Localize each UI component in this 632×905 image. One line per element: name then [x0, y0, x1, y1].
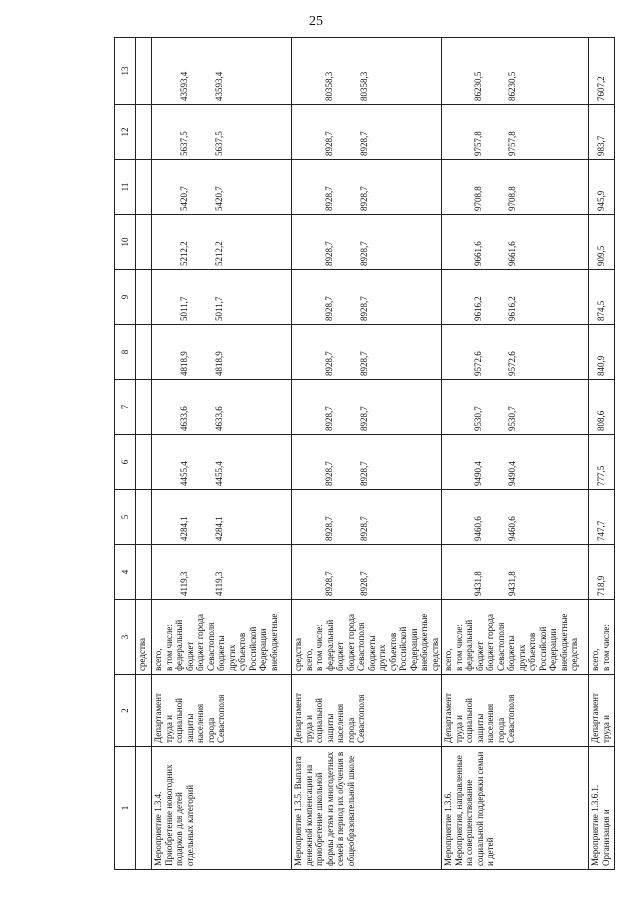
amount-total: 718,9 — [596, 575, 607, 596]
amount-cell — [136, 325, 152, 380]
amount-cell — [442, 545, 589, 600]
funding-source-line: Российской — [398, 626, 408, 671]
table-row — [152, 38, 292, 870]
table-row — [292, 38, 442, 870]
measure-name-cell: Мероприятие 1.3.6.1. Организация и — [589, 747, 615, 870]
amount-total: 8928,7 — [324, 241, 334, 266]
col-header: 3 — [115, 600, 136, 675]
amount-total: 5212,2 — [179, 241, 189, 266]
amount-cell — [589, 270, 615, 325]
amount-total: 7607,2 — [596, 76, 607, 101]
amount-city-budget: 9661,6 — [507, 241, 517, 266]
amount-total: 9530,7 — [472, 406, 483, 431]
amount-cell — [152, 160, 292, 215]
amount-city-budget: 9572,6 — [507, 351, 517, 376]
amount-total: 9572,6 — [472, 351, 483, 376]
amount-total: 86230,5 — [472, 71, 483, 101]
amount-cell — [152, 38, 292, 105]
col-header: 9 — [115, 270, 136, 325]
funding-source-line: Российской — [247, 626, 258, 671]
amount-city-budget: 4119,3 — [213, 571, 224, 596]
col-header: 12 — [115, 105, 136, 160]
funding-source-line: в том числе: — [600, 624, 611, 671]
funding-source-cell — [589, 600, 615, 675]
amount-total: 874,5 — [596, 300, 607, 321]
amount-city-budget: 5420,7 — [213, 186, 224, 211]
funding-source-line: бюджет города — [345, 614, 356, 671]
funding-source-line: федеральный — [174, 619, 184, 671]
amount-total: 4633,6 — [179, 406, 189, 431]
funding-source-line: бюджеты — [506, 635, 516, 671]
funding-source-line: Федерации — [258, 628, 268, 671]
amount-total: 8928,7 — [324, 296, 334, 321]
executor-cell — [136, 675, 152, 747]
amount-cell — [152, 325, 292, 380]
table-row — [136, 38, 152, 870]
amount-cell — [292, 160, 442, 215]
funding-source-line: бюджет города — [195, 614, 205, 671]
funding-source-line: других — [377, 644, 387, 671]
funding-source-line: Севастополя — [205, 622, 216, 671]
col-header: 5 — [115, 490, 136, 545]
amount-city-budget: 9616,2 — [507, 296, 517, 321]
funding-source-line: Федерации — [408, 628, 419, 671]
amount-total: 4818,9 — [179, 351, 189, 376]
amount-city-budget: 4818,9 — [213, 351, 224, 376]
amount-cell — [136, 105, 152, 160]
amount-total: 909,5 — [596, 245, 607, 266]
amount-cell — [589, 215, 615, 270]
amount-city-budget: 9708,8 — [507, 186, 517, 211]
amount-city-budget: 8928,7 — [358, 186, 369, 211]
amount-cell — [442, 490, 589, 545]
measure-name-cell: Мероприятие 1.3.6. Мероприятия, направленные на совершенствование социальной поддержки семьи и детей — [442, 747, 589, 870]
amount-total: 5420,7 — [179, 186, 189, 211]
amount-city-budget: 9757,8 — [507, 131, 517, 156]
funding-source-line: бюджет — [335, 641, 345, 671]
amount-total: 8928,7 — [324, 406, 334, 431]
funding-source-line: Российской — [537, 626, 548, 671]
col-header: 10 — [115, 215, 136, 270]
col-header: 2 — [115, 675, 136, 747]
amount-cell — [152, 215, 292, 270]
amount-city-budget: 4284,1 — [213, 516, 224, 541]
funding-source-line: всего, — [153, 648, 163, 671]
funding-source-line: бюджет города — [485, 614, 495, 671]
amount-total: 8928,7 — [324, 461, 334, 486]
amount-cell — [136, 270, 152, 325]
amount-cell — [292, 325, 442, 380]
amount-cell — [136, 38, 152, 105]
amount-cell — [589, 105, 615, 160]
amount-total: 8928,7 — [324, 571, 334, 596]
funding-source-line: бюджет — [474, 641, 485, 671]
executor-cell: Департамент труда и социальной защиты населения города Севастополя — [152, 675, 292, 747]
amount-total: 4455,4 — [179, 461, 189, 486]
amount-cell — [292, 270, 442, 325]
funding-source-line: Федерации — [548, 628, 558, 671]
amount-cell — [442, 270, 589, 325]
amount-total: 9460,6 — [472, 516, 483, 541]
amount-total: 747,7 — [596, 520, 607, 541]
amount-city-budget: 4633,6 — [213, 406, 224, 431]
amount-cell — [152, 545, 292, 600]
amount-cell — [589, 435, 615, 490]
amount-cell — [292, 105, 442, 160]
amount-total: 808,6 — [596, 410, 607, 431]
amount-cell — [589, 490, 615, 545]
funding-source-line: других — [516, 644, 527, 671]
amount-total: 777,5 — [596, 465, 607, 486]
amount-cell — [589, 325, 615, 380]
amount-total: 9757,8 — [472, 131, 483, 156]
amount-city-budget: 5637,5 — [213, 131, 224, 156]
funding-source-line: внебюджетные — [419, 613, 429, 671]
amount-total: 5637,5 — [179, 131, 189, 156]
amount-cell — [136, 490, 152, 545]
funding-source-line: всего, — [443, 648, 453, 671]
amount-city-budget: 8928,7 — [358, 406, 369, 431]
amount-city-budget: 5212,2 — [213, 241, 224, 266]
amount-total: 4284,1 — [179, 516, 189, 541]
amount-total: 9431,8 — [472, 571, 483, 596]
funding-source-line: субъектов — [387, 632, 398, 671]
funding-source-line: бюджеты — [366, 635, 377, 671]
amount-cell — [442, 160, 589, 215]
funding-source-line: Севастополя — [356, 622, 366, 671]
col-header: 8 — [115, 325, 136, 380]
funding-table — [114, 37, 615, 870]
col-header: 1 — [115, 747, 136, 870]
amount-total: 4119,3 — [179, 571, 189, 596]
funding-source-line: средства — [137, 637, 147, 671]
amount-cell — [136, 160, 152, 215]
amount-total: 8928,7 — [324, 516, 334, 541]
measure-name-cell — [136, 747, 152, 870]
funding-source-line: в том числе: — [163, 624, 174, 671]
amount-total: 5011,7 — [179, 296, 189, 321]
funding-source-line: внебюджетные — [558, 613, 569, 671]
table-row — [589, 38, 615, 870]
funding-source-line: Севастополя — [495, 622, 506, 671]
amount-cell — [136, 545, 152, 600]
amount-total: 9708,8 — [472, 186, 483, 211]
amount-cell — [136, 380, 152, 435]
amount-cell — [152, 490, 292, 545]
amount-cell — [589, 38, 615, 105]
funding-source-cell — [152, 600, 292, 675]
table-row — [442, 38, 589, 870]
funding-source-line: субъектов — [237, 632, 247, 671]
executor-cell: Департамент труда и — [589, 675, 615, 747]
amount-total: 9490,4 — [472, 461, 483, 486]
amount-cell — [589, 380, 615, 435]
amount-cell — [442, 38, 589, 105]
measure-name-cell: Мероприятие 1.3.5. Выплата денежной компенсации на приобретение школьной формы детям из многодетных семей в период их обучения в общеобразовательной школе — [292, 747, 442, 870]
funding-source-line: бюджеты — [216, 635, 226, 671]
measure-name-cell: Мероприятие 1.3.4. Приобретение новогодних подарков для детей отдельных категорий — [152, 747, 292, 870]
executor-cell: Департамент труда и социальной защиты населения города Севастополя — [442, 675, 589, 747]
amount-cell — [292, 545, 442, 600]
col-header: 13 — [115, 38, 136, 105]
amount-city-budget: 8928,7 — [358, 516, 369, 541]
amount-total: 840,9 — [596, 355, 607, 376]
amount-cell — [152, 105, 292, 160]
funding-source-line: в том числе: — [314, 624, 324, 671]
amount-total: 8928,7 — [324, 351, 334, 376]
amount-city-budget: 80358,3 — [358, 71, 369, 101]
funding-source-line: всего, — [303, 648, 314, 671]
funding-source-line: внебюджетные — [268, 613, 279, 671]
amount-total: 983,7 — [596, 135, 607, 156]
funding-source-line: других — [226, 644, 237, 671]
amount-cell — [589, 545, 615, 600]
amount-city-budget: 8928,7 — [358, 131, 369, 156]
funding-source-line: в том числе: — [453, 624, 464, 671]
amount-cell — [442, 325, 589, 380]
amount-city-budget: 9490,4 — [507, 461, 517, 486]
amount-total: 80358,3 — [324, 71, 334, 101]
funding-source-line: федеральный — [324, 619, 335, 671]
funding-source-line: средства — [569, 637, 579, 671]
amount-city-budget: 5011,7 — [213, 296, 224, 321]
executor-cell: Департамент труда и социальной защиты населения города Севастополя — [292, 675, 442, 747]
amount-cell — [589, 160, 615, 215]
funding-source-cell — [292, 600, 442, 675]
amount-city-budget: 8928,7 — [358, 571, 369, 596]
amount-cell — [292, 38, 442, 105]
page-number: 25 — [309, 14, 323, 29]
amount-cell — [292, 490, 442, 545]
funding-source-line: всего, — [590, 648, 600, 671]
amount-cell — [152, 270, 292, 325]
amount-city-budget: 8928,7 — [358, 351, 369, 376]
amount-cell — [152, 435, 292, 490]
amount-total: 8928,7 — [324, 186, 334, 211]
amount-cell — [292, 215, 442, 270]
amount-cell — [292, 435, 442, 490]
amount-cell — [442, 215, 589, 270]
amount-city-budget: 9431,8 — [507, 571, 517, 596]
amount-city-budget: 8928,7 — [358, 296, 369, 321]
funding-source-line: субъектов — [527, 632, 537, 671]
funding-source-line: бюджет — [184, 641, 195, 671]
amount-city-budget: 9460,6 — [507, 516, 517, 541]
amount-cell — [136, 435, 152, 490]
amount-city-budget: 8928,7 — [358, 461, 369, 486]
amount-city-budget: 9530,7 — [507, 406, 517, 431]
amount-city-budget: 8928,7 — [358, 241, 369, 266]
amount-city-budget: 43593,4 — [213, 71, 224, 101]
col-header: 7 — [115, 380, 136, 435]
amount-total: 43593,4 — [179, 71, 189, 101]
amount-cell — [442, 105, 589, 160]
amount-total: 8928,7 — [324, 131, 334, 156]
amount-total: 9661,6 — [472, 241, 483, 266]
col-header: 4 — [115, 545, 136, 600]
funding-source-cell — [136, 600, 152, 675]
funding-source-line: средства — [293, 637, 303, 671]
amount-total: 9616,2 — [472, 296, 483, 321]
amount-city-budget: 4455,4 — [213, 461, 224, 486]
rotated-table-container — [114, 38, 611, 870]
col-header: 6 — [115, 435, 136, 490]
header-row — [115, 38, 136, 870]
amount-total: 945,9 — [596, 190, 607, 211]
funding-source-line: федеральный — [464, 619, 474, 671]
col-header: 11 — [115, 160, 136, 215]
amount-cell — [136, 215, 152, 270]
amount-cell — [152, 380, 292, 435]
amount-city-budget: 86230,5 — [507, 71, 517, 101]
funding-source-line: средства — [429, 637, 440, 671]
amount-cell — [292, 380, 442, 435]
funding-source-cell — [442, 600, 589, 675]
amount-cell — [442, 435, 589, 490]
amount-cell — [442, 380, 589, 435]
